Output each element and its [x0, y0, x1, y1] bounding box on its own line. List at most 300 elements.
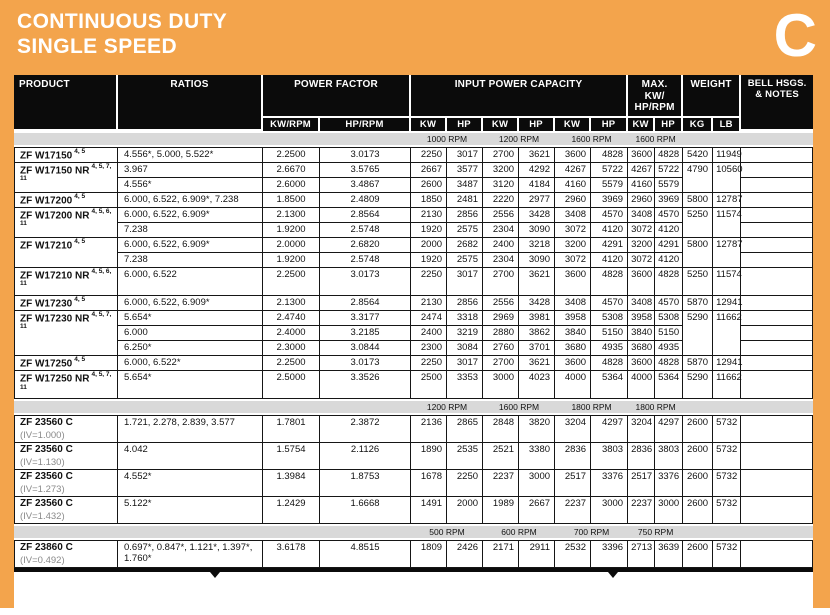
power-value-cell: 3000 — [483, 371, 519, 399]
right-margin-strip — [813, 75, 830, 608]
power-value-cell: 4570 — [655, 208, 683, 223]
rpm-band-label: 700 RPM — [555, 526, 628, 538]
power-value-cell: 4570 — [655, 296, 683, 311]
rpm-band-left — [14, 133, 411, 145]
bell-hsgs-cell — [741, 470, 813, 497]
ratio-cell: 6.250* — [118, 341, 263, 356]
hp-per-rpm-cell: 4.8515 — [320, 540, 411, 568]
power-value-cell: 4828 — [591, 147, 628, 163]
weight-lb-cell: 12787 — [713, 193, 741, 208]
product-name-cell — [14, 193, 118, 208]
power-value-cell: 2474 — [411, 311, 447, 326]
power-value-cell: 5150 — [591, 326, 628, 341]
power-value-cell: 3621 — [519, 147, 555, 163]
power-value-cell: 4120 — [591, 253, 628, 268]
power-value-cell: 2250 — [411, 268, 447, 296]
power-value-cell: 1989 — [483, 497, 519, 524]
power-value-cell: 3072 — [555, 223, 591, 238]
weight-lb-cell: 11574 — [713, 268, 741, 296]
power-value-cell: 2400 — [411, 326, 447, 341]
power-value-cell: 2700 — [483, 268, 519, 296]
rpm-band-right — [683, 401, 813, 413]
power-value-cell: 5364 — [655, 371, 683, 399]
ratio-cell: 0.697*, 0.847*, 1.121*, 1.397*, 1.760* — [118, 540, 263, 568]
bell-hsgs-cell — [741, 497, 813, 524]
power-value-cell: 2556 — [483, 296, 519, 311]
kw-per-rpm-cell: 2.3000 — [263, 341, 320, 356]
product-name: ZF 23560 C — [20, 498, 73, 510]
weight-kg-cell: 5290 — [683, 311, 713, 356]
power-value-cell: 2848 — [483, 415, 519, 443]
power-value-cell: 5308 — [655, 311, 683, 326]
footnote-refs: 4, 5, 7, 11 — [20, 371, 112, 391]
weight-kg-cell: 4790 — [683, 163, 713, 193]
table-row — [14, 311, 813, 326]
power-value-cell: 3600 — [555, 268, 591, 296]
bell-hsgs-cell — [741, 540, 813, 568]
weight-kg-cell: 5290 — [683, 371, 713, 399]
power-value-cell: 5150 — [655, 326, 683, 341]
product-name: ZF W17210 — [20, 240, 73, 252]
power-value-cell: 3072 — [628, 223, 655, 238]
table-bottom-rule — [14, 568, 813, 572]
col-header-input-power-capacity: INPUT POWER CAPACITY — [411, 75, 628, 118]
power-value-cell: 3958 — [555, 311, 591, 326]
bell-hsgs-cell — [741, 371, 813, 399]
power-value-cell: 3353 — [447, 371, 483, 399]
power-value-cell: 3200 — [555, 238, 591, 253]
bell-hsgs-cell — [741, 147, 813, 163]
power-value-cell: 4120 — [655, 253, 683, 268]
hp-per-rpm-cell: 2.6820 — [320, 238, 411, 253]
rpm-band-label: 1600 RPM — [555, 133, 628, 145]
power-value-cell: 2682 — [447, 238, 483, 253]
power-value-cell: 4828 — [591, 356, 628, 371]
kw-per-rpm-cell: 2.2500 — [263, 147, 320, 163]
power-value-cell: 2237 — [483, 470, 519, 497]
footnote-refs: 4, 5 — [74, 295, 86, 303]
table-row — [14, 497, 813, 524]
power-value-cell: 3120 — [483, 178, 519, 193]
power-value-cell: 2856 — [447, 208, 483, 223]
kw-per-rpm-cell: 2.6000 — [263, 178, 320, 193]
weight-kg-cell: 2600 — [683, 443, 713, 470]
kw-per-rpm-cell: 2.2500 — [263, 356, 320, 371]
power-value-cell: 2130 — [411, 208, 447, 223]
hp-per-rpm-cell: 2.1126 — [320, 443, 411, 470]
power-value-cell: 2517 — [555, 470, 591, 497]
bell-hsgs-cell — [741, 268, 813, 296]
weight-lb-cell: 5732 — [713, 470, 741, 497]
power-value-cell: 3803 — [591, 443, 628, 470]
sub-header-kw: KW — [411, 118, 447, 131]
spec-table — [14, 75, 813, 568]
hp-per-rpm-cell: 3.0173 — [320, 147, 411, 163]
kw-per-rpm-cell: 2.0000 — [263, 238, 320, 253]
bell-hsgs-cell — [741, 341, 813, 356]
sub-header-kw: KW — [483, 118, 519, 131]
ratio-cell: 6.000, 6.522 — [118, 268, 263, 296]
rpm-band-label: 1000 RPM — [411, 133, 483, 145]
power-value-cell: 3200 — [628, 238, 655, 253]
weight-lb-cell: 5732 — [713, 415, 741, 443]
power-value-cell: 3200 — [483, 163, 519, 178]
power-value-cell: 2000 — [411, 238, 447, 253]
spec-table-wrap — [14, 75, 813, 572]
power-value-cell: 4570 — [591, 208, 628, 223]
sub-header-hp-rpm: HP/RPM — [320, 118, 411, 131]
kw-per-rpm-cell: 1.3984 — [263, 470, 320, 497]
bell-hsgs-cell — [741, 193, 813, 208]
product-name: ZF W17200 NR — [20, 210, 90, 222]
hp-per-rpm-cell: 1.8753 — [320, 470, 411, 497]
ratio-cell: 4.556* — [118, 178, 263, 193]
power-value-cell: 4120 — [591, 223, 628, 238]
ratio-cell: 5.122* — [118, 497, 263, 524]
power-value-cell: 4120 — [655, 223, 683, 238]
power-value-cell: 2300 — [411, 341, 447, 356]
rpm-band-label: 1600 RPM — [628, 133, 683, 145]
power-value-cell: 2575 — [447, 223, 483, 238]
power-value-cell: 3803 — [655, 443, 683, 470]
kw-per-rpm-cell: 2.4740 — [263, 311, 320, 326]
power-value-cell: 3621 — [519, 268, 555, 296]
sub-header-kg: KG — [683, 118, 713, 131]
weight-lb-cell: 10560 — [713, 163, 741, 193]
power-value-cell: 2304 — [483, 253, 519, 268]
sub-header-kw-rpm: KW/RPM — [263, 118, 320, 131]
bell-header-line1: BELL HSGS. — [747, 78, 807, 89]
kw-per-rpm-cell: 1.9200 — [263, 223, 320, 238]
power-value-cell: 2575 — [447, 253, 483, 268]
power-value-cell: 4267 — [555, 163, 591, 178]
product-name: ZF W17250 NR — [20, 373, 90, 385]
table-row — [14, 470, 813, 497]
power-value-cell: 2130 — [411, 296, 447, 311]
power-value-cell: 2713 — [628, 540, 655, 568]
kw-per-rpm-cell: 2.5000 — [263, 371, 320, 399]
table-row — [14, 443, 813, 470]
product-name-cell — [14, 497, 118, 524]
product-name: ZF 23860 C — [20, 542, 73, 554]
ratio-cell: 6.000, 6.522, 6.909* — [118, 208, 263, 223]
sub-header-kw: KW — [628, 118, 655, 131]
rpm-band-label: 1200 RPM — [411, 401, 483, 413]
bell-hsgs-cell — [741, 253, 813, 268]
product-name-cell — [14, 540, 118, 568]
hp-per-rpm-cell: 1.6668 — [320, 497, 411, 524]
hp-per-rpm-cell: 3.4867 — [320, 178, 411, 193]
table-header — [14, 75, 813, 131]
power-value-cell: 2535 — [447, 443, 483, 470]
power-value-cell: 4828 — [591, 268, 628, 296]
power-value-cell: 2600 — [411, 178, 447, 193]
col-header-power-factor: POWER FACTOR — [263, 75, 411, 118]
power-value-cell: 2220 — [483, 193, 519, 208]
power-value-cell: 4828 — [655, 268, 683, 296]
weight-kg-cell: 5420 — [683, 147, 713, 163]
weight-lb-cell: 12787 — [713, 238, 741, 268]
weight-lb-cell: 5732 — [713, 540, 741, 568]
power-value-cell: 5308 — [591, 311, 628, 326]
sub-header-hp: HP — [655, 118, 683, 131]
power-value-cell: 3000 — [519, 470, 555, 497]
ratio-cell: 6.000, 6.522* — [118, 356, 263, 371]
rpm-band-label: 600 RPM — [483, 526, 555, 538]
power-value-cell: 2700 — [483, 356, 519, 371]
ratio-cell: 6.000 — [118, 326, 263, 341]
weight-kg-cell: 5870 — [683, 296, 713, 311]
power-value-cell: 3981 — [519, 311, 555, 326]
product-name-cell — [14, 163, 118, 193]
weight-kg-cell: 5800 — [683, 193, 713, 208]
power-value-cell: 3218 — [519, 238, 555, 253]
power-value-cell: 2250 — [447, 470, 483, 497]
power-value-cell: 2400 — [483, 238, 519, 253]
power-value-cell: 2136 — [411, 415, 447, 443]
power-value-cell: 3380 — [519, 443, 555, 470]
power-value-cell: 4297 — [655, 415, 683, 443]
weight-kg-cell: 2600 — [683, 415, 713, 443]
power-value-cell: 2237 — [555, 497, 591, 524]
power-value-cell: 3219 — [447, 326, 483, 341]
power-value-cell: 2521 — [483, 443, 519, 470]
ratio-cell: 7.238 — [118, 223, 263, 238]
power-value-cell: 4023 — [519, 371, 555, 399]
hp-per-rpm-cell: 2.4809 — [320, 193, 411, 208]
power-value-cell: 3428 — [519, 296, 555, 311]
bell-hsgs-cell — [741, 326, 813, 341]
rpm-band-left — [14, 401, 411, 413]
col-header-weight: WEIGHT — [683, 75, 741, 118]
weight-kg-cell: 5800 — [683, 238, 713, 268]
product-name-cell — [14, 296, 118, 311]
product-name-cell — [14, 470, 118, 497]
power-value-cell: 1809 — [411, 540, 447, 568]
page-title-line2: SINGLE SPEED — [17, 34, 178, 58]
power-value-cell: 4160 — [628, 178, 655, 193]
power-value-cell: 3600 — [555, 356, 591, 371]
power-value-cell: 3090 — [519, 223, 555, 238]
power-value-cell: 2880 — [483, 326, 519, 341]
product-name: ZF 23560 C — [20, 471, 73, 483]
kw-per-rpm-cell: 2.1300 — [263, 296, 320, 311]
power-value-cell: 3000 — [591, 497, 628, 524]
power-value-cell: 3017 — [447, 268, 483, 296]
bell-hsgs-cell — [741, 356, 813, 371]
rpm-band-label: 1800 RPM — [555, 401, 628, 413]
bell-hsgs-cell — [741, 223, 813, 238]
footnote-refs: 4, 5 — [74, 147, 86, 155]
bell-hsgs-cell — [741, 163, 813, 178]
page-title-line1: CONTINUOUS DUTY — [17, 10, 228, 33]
kw-per-rpm-cell: 1.7801 — [263, 415, 320, 443]
power-value-cell: 1890 — [411, 443, 447, 470]
power-value-cell: 5722 — [655, 163, 683, 178]
iv-ratio: (IV=1.000) — [20, 430, 65, 442]
power-value-cell: 4160 — [555, 178, 591, 193]
power-value-cell: 3969 — [655, 193, 683, 208]
table-row — [14, 238, 813, 253]
power-value-cell: 3204 — [628, 415, 655, 443]
power-value-cell: 3408 — [555, 296, 591, 311]
kw-per-rpm-cell: 2.6670 — [263, 163, 320, 178]
product-name-cell — [14, 443, 118, 470]
table-row — [14, 296, 813, 311]
ratio-cell: 4.552* — [118, 470, 263, 497]
power-value-cell: 3376 — [591, 470, 628, 497]
weight-lb-cell: 11662 — [713, 371, 741, 399]
hp-per-rpm-cell: 3.2185 — [320, 326, 411, 341]
footnote-refs: 4, 5, 6, 11 — [20, 208, 112, 228]
kw-per-rpm-cell: 1.9200 — [263, 253, 320, 268]
kw-per-rpm-cell: 2.4000 — [263, 326, 320, 341]
weight-lb-cell: 5732 — [713, 443, 741, 470]
power-value-cell: 3408 — [628, 296, 655, 311]
power-value-cell: 3487 — [447, 178, 483, 193]
kw-per-rpm-cell: 1.8500 — [263, 193, 320, 208]
power-value-cell: 3090 — [519, 253, 555, 268]
max-header-line2: HP/RPM — [634, 102, 675, 113]
power-value-cell: 2960 — [555, 193, 591, 208]
weight-lb-cell: 12941 — [713, 296, 741, 311]
power-value-cell: 2977 — [519, 193, 555, 208]
power-value-cell: 3376 — [655, 470, 683, 497]
power-value-cell: 5579 — [591, 178, 628, 193]
power-value-cell: 3600 — [555, 147, 591, 163]
power-value-cell: 3428 — [519, 208, 555, 223]
table-row — [14, 147, 813, 163]
table-row — [14, 193, 813, 208]
ratio-cell: 1.721, 2.278, 2.839, 3.577 — [118, 415, 263, 443]
col-header-product: PRODUCT — [14, 75, 118, 131]
iv-ratio: (IV=0.492) — [20, 555, 65, 567]
power-value-cell: 3840 — [628, 326, 655, 341]
power-value-cell: 3318 — [447, 311, 483, 326]
product-name: ZF W17250 — [20, 358, 73, 370]
hp-per-rpm-cell: 2.8564 — [320, 296, 411, 311]
section-letter: C — [773, 2, 817, 69]
product-name-cell — [14, 356, 118, 371]
power-value-cell: 4184 — [519, 178, 555, 193]
power-value-cell: 3072 — [555, 253, 591, 268]
power-value-cell: 3701 — [519, 341, 555, 356]
sub-header-hp: HP — [447, 118, 483, 131]
power-value-cell: 3577 — [447, 163, 483, 178]
power-value-cell: 2836 — [628, 443, 655, 470]
power-value-cell: 3840 — [555, 326, 591, 341]
kw-per-rpm-cell: 1.5754 — [263, 443, 320, 470]
table-body — [14, 131, 813, 569]
rpm-band-left — [14, 526, 411, 538]
power-value-cell: 1678 — [411, 470, 447, 497]
power-value-cell: 4291 — [655, 238, 683, 253]
power-value-cell: 2000 — [447, 497, 483, 524]
power-value-cell: 5579 — [655, 178, 683, 193]
bell-hsgs-cell — [741, 238, 813, 253]
rpm-band-label: 1800 RPM — [628, 401, 683, 413]
power-value-cell: 4935 — [655, 341, 683, 356]
power-value-cell: 4292 — [519, 163, 555, 178]
rpm-band-row — [14, 133, 813, 145]
product-name: ZF W17230 — [20, 298, 73, 310]
continuation-arrow-icon — [210, 572, 220, 578]
power-value-cell: 4291 — [591, 238, 628, 253]
power-value-cell: 3084 — [447, 341, 483, 356]
bell-hsgs-cell — [741, 178, 813, 193]
product-name-cell — [14, 268, 118, 296]
power-value-cell: 2865 — [447, 415, 483, 443]
bell-hsgs-cell — [741, 415, 813, 443]
power-value-cell: 4267 — [628, 163, 655, 178]
weight-kg-cell: 2600 — [683, 497, 713, 524]
hp-per-rpm-cell: 2.5748 — [320, 223, 411, 238]
power-value-cell: 3862 — [519, 326, 555, 341]
power-value-cell: 2969 — [483, 311, 519, 326]
product-name-cell — [14, 238, 118, 268]
hp-per-rpm-cell: 3.0173 — [320, 268, 411, 296]
sub-header-kw: KW — [555, 118, 591, 131]
footnote-refs: 4, 5, 7, 11 — [20, 162, 112, 183]
power-value-cell: 4828 — [655, 356, 683, 371]
product-name: ZF W17150 NR — [20, 165, 90, 177]
power-value-cell: 2304 — [483, 223, 519, 238]
power-value-cell: 3680 — [555, 341, 591, 356]
rpm-band-label: 1200 RPM — [483, 133, 555, 145]
power-value-cell: 2500 — [411, 371, 447, 399]
product-name: ZF W17230 NR — [20, 313, 90, 325]
power-value-cell: 3017 — [447, 147, 483, 163]
power-value-cell: 2911 — [519, 540, 555, 568]
power-value-cell: 3820 — [519, 415, 555, 443]
power-value-cell: 4000 — [555, 371, 591, 399]
hp-per-rpm-cell: 3.3526 — [320, 371, 411, 399]
kw-per-rpm-cell: 2.1300 — [263, 208, 320, 223]
power-value-cell: 1491 — [411, 497, 447, 524]
product-name-cell — [14, 371, 118, 399]
sub-header-hp: HP — [591, 118, 628, 131]
power-value-cell: 4570 — [591, 296, 628, 311]
power-value-cell: 2760 — [483, 341, 519, 356]
sub-header-lb: LB — [713, 118, 741, 131]
power-value-cell: 4935 — [591, 341, 628, 356]
kw-per-rpm-cell: 3.6178 — [263, 540, 320, 568]
power-value-cell: 2836 — [555, 443, 591, 470]
product-name: ZF 23560 C — [20, 444, 73, 456]
product-name-cell — [14, 415, 118, 443]
hp-per-rpm-cell: 3.3177 — [320, 311, 411, 326]
footnote-refs: 4, 5, 6, 11 — [20, 268, 112, 288]
power-value-cell: 2960 — [628, 193, 655, 208]
hp-per-rpm-cell: 2.5748 — [320, 253, 411, 268]
bell-header-line2: & NOTES — [755, 88, 799, 100]
bell-hsgs-cell — [741, 311, 813, 326]
product-name-cell — [14, 311, 118, 356]
left-margin-strip — [0, 75, 14, 608]
footnote-refs: 4, 5 — [74, 238, 86, 246]
footnote-refs: 4, 5 — [74, 356, 86, 364]
hp-per-rpm-cell: 3.0173 — [320, 356, 411, 371]
bell-hsgs-cell — [741, 208, 813, 223]
ratio-cell: 5.654* — [118, 311, 263, 326]
ratio-cell: 4.556*, 5.000, 5.522* — [118, 147, 263, 163]
ratio-cell: 3.967 — [118, 163, 263, 178]
weight-kg-cell: 2600 — [683, 470, 713, 497]
power-value-cell: 3017 — [447, 356, 483, 371]
power-value-cell: 2237 — [628, 497, 655, 524]
power-value-cell: 3600 — [628, 356, 655, 371]
weight-lb-cell: 11574 — [713, 208, 741, 238]
